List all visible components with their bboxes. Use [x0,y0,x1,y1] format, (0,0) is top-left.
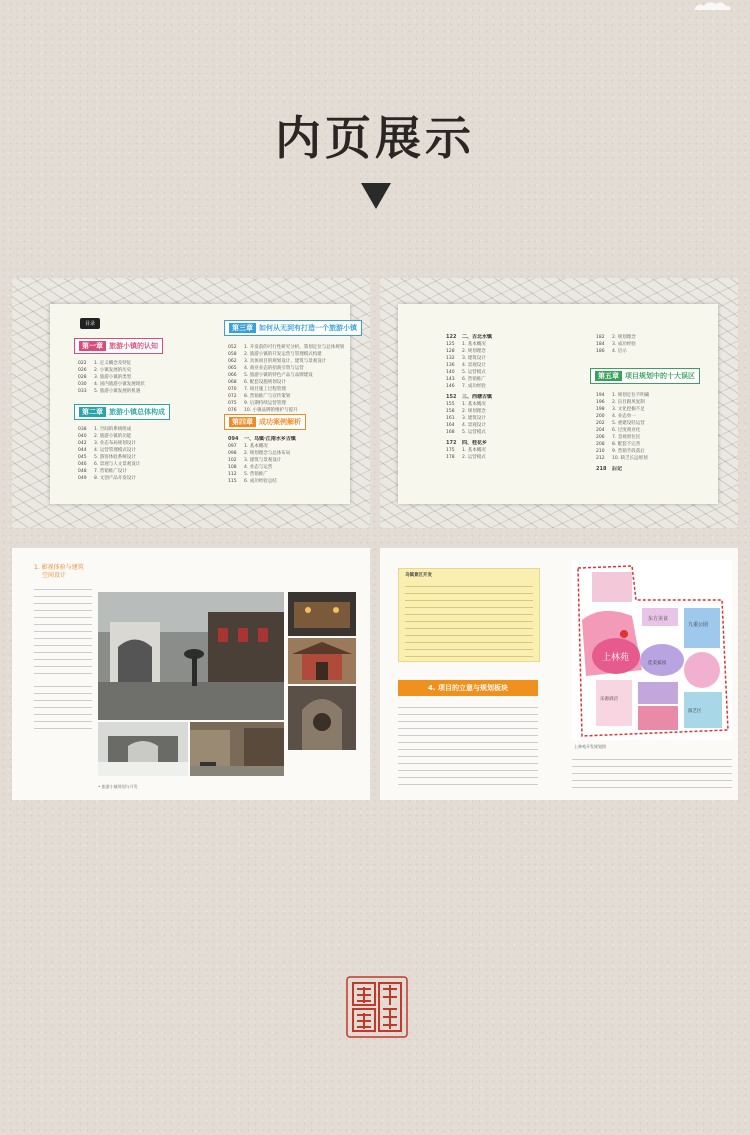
toc-entry-title: 8. 配套不完善 [612,442,641,447]
toc-page-number: 164 [446,423,455,428]
toc-entry-title: 1. 空间的系统组成 [94,427,132,432]
toc-entry-title: 3. 成功经验 [612,342,636,347]
toc-entry [228,478,344,485]
toc-entry [596,413,712,420]
map-label-3: 乐源酒店 [600,697,618,702]
section-label-banner: 4. 项目的立意与规划板块 [398,680,538,696]
chapter-5-title: 项目规划中的十大误区 [625,372,695,380]
toc-entry-title: 1. 基本概况 [462,402,486,407]
toc-page-number: 076 [228,408,237,413]
toc-entry-title: 9. 营销手段落后 [612,449,645,454]
toc-page-number: 182 [596,335,605,340]
toc-page-number: 098 [228,451,237,456]
toc-entry-title: 3. 业态布局规划设计 [94,441,136,446]
map-label-2: 东方美食 [648,616,669,622]
toc-page-number: 194 [596,393,605,398]
section-4-heading: 172 四、桂花乡 [446,440,488,446]
toc-entry [78,447,188,454]
toc-entry [446,429,556,436]
toc-entry-title: 6. 营销推广 [462,377,486,382]
toc-entry [78,475,188,482]
chapter-2-list [78,426,188,482]
toc-entry [78,381,188,388]
toc-tag: 目录 [80,318,100,329]
toc-entry [446,447,556,454]
map-label-4: 九重公园 [688,622,709,628]
toc-page-number: 040 [78,434,87,439]
section-body-text [398,704,538,790]
toc-entry-title: 6. 景观与人文景观设计 [94,462,141,467]
toc-entry [78,440,188,447]
toc-entry [446,422,556,429]
page-footer: • 旅游小镇规划与开发 [98,784,138,789]
toc-page-number: 097 [228,444,237,449]
toc-entry-title: 3. 旅游小镇的类型 [94,375,132,380]
toc-page-number: 028 [78,375,87,380]
sidebar-box-text [405,583,533,657]
toc-page-number: 070 [228,387,237,392]
toc-entry-title: 1. 规划定位不明确 [612,393,650,398]
toc-entry [228,457,344,464]
toc-entry-title: 9. 后期持续运营管理 [244,401,286,406]
toc-page-number: 108 [228,465,237,470]
toc-entry-title: 1. 基本概况 [244,444,268,449]
toc-entry [78,433,188,440]
night-shopfront-photo [288,592,356,636]
toc-entry-title: 5. 营销推广 [244,472,268,477]
toc-page-number: 208 [596,442,605,447]
map-label-5: 佳美家园 [648,661,666,666]
toc-entry-title: 4. 业态与运营 [244,465,273,470]
toc-entry [446,341,556,348]
toc-entry [596,341,712,348]
toc-entry-title: 5. 旅游小镇发展的机遇 [94,389,141,394]
toc-entry [596,399,712,406]
toc-page-number: 196 [596,400,605,405]
toc-entry [228,400,344,407]
toc-page-number: 178 [446,455,455,460]
toc-entry [78,468,188,475]
toc-page-number: 206 [596,435,605,440]
toc-entry-title: 4. 商业业态的招商引资与运营 [244,366,304,371]
toc-page-number: 042 [78,441,87,446]
toc-entry-title: 3. 建筑与景观设计 [244,458,282,463]
toc-entry-title: 2. 盲目跟风复制 [612,400,645,405]
chapter-4-title: 成功案例解析 [259,418,301,426]
down-arrow-icon [361,183,391,209]
toc-page-number: 033 [78,389,87,394]
toc-entry [228,379,344,386]
toc-entry-title: 4. 业态单一 [612,414,636,419]
toc-page-number: 046 [78,462,87,467]
toc-entry [228,464,344,471]
toc-entry [596,334,712,341]
toc-entry-title: 7. 营销推广设计 [94,469,127,474]
map-body-text [572,756,732,792]
toc-entry-title: 4. 景观设计 [462,423,486,428]
toc-entry [78,388,188,395]
section-2-list [446,334,556,461]
toc-entry-title: 10. 小镇品牌的维护与提升 [244,408,298,413]
toc-entry-title: 1. 定义概念及特征 [94,361,132,366]
toc-page-number: 140 [446,370,455,375]
chapter-5-heading [590,368,700,384]
toc-entry [228,443,344,450]
toc-entry-title: 1. 基本概况 [462,342,486,347]
chapter-4-heading [224,414,306,430]
toc-entry [228,407,344,414]
toc-page-number: 143 [446,377,455,382]
chapter-3-title: 如何从无到有打造一个旅游小镇 [259,324,357,332]
toc-entry-title: 2. 规划理念 [462,409,486,414]
toc-entry-title: 7. 忽视原住民 [612,435,641,440]
toc-entry [446,415,556,422]
toc-page-number: 044 [78,448,87,453]
toc-entry [78,461,188,468]
toc-page-number: 075 [228,401,237,406]
map-label-6: 演艺区 [688,709,702,714]
toc-entry-title: 7. 项目施工过程管理 [244,387,286,392]
chapter-2-number: 第二章 [79,407,106,417]
toc-entry-title: 4. 启示 [612,349,627,354]
ornate-doorway-photo [288,686,356,750]
toc-page-number: 065 [228,366,237,371]
toc-entry [596,441,712,448]
toc-entry [78,454,188,461]
chapter-1-list [78,360,188,395]
toc-page-number: 186 [596,349,605,354]
toc-entry-title: 4. 国内旅游小镇发展现状 [94,382,145,387]
chapter-5-number: 第五章 [595,371,622,381]
toc-entry-title: 6. 成功经验总结 [244,479,277,484]
section-heading: 1. 影视体验与建筑 空间设计 [34,564,84,579]
toc-page-number: 038 [78,427,87,432]
toc-entry-title: 1. 开发前的可行性研究分析、策划定位与总体规划 [244,345,344,350]
toc-page-number: 068 [228,380,237,385]
toc-entry [78,367,188,374]
toc-entry-title: 7. 成功经验 [462,384,486,389]
chapter-1-number: 第一章 [79,341,106,351]
map-caption: 上林苑开发规划图 [574,744,606,749]
toc-entry [228,372,344,379]
chapter-3-heading [224,320,362,336]
toc-page-number: 158 [446,409,455,414]
toc-entry [78,426,188,433]
toc-entry [596,427,712,434]
toc-entry-title: 4. 运营管理模式设计 [94,448,136,453]
chapter-3-list [228,344,344,414]
toc-entry [228,351,344,358]
toc-entry [596,455,712,462]
toc-entry-title: 2. 规划理念与总体布局 [244,451,291,456]
toc-entry-title: 10. 缺乏长远规划 [612,456,648,461]
toc-page-number: 022 [78,361,87,366]
rainy-street-photo [98,592,284,720]
planning-spread [380,548,738,800]
temple-gate-photo [288,638,356,684]
toc-entry-title: 8. 文创产品开发设计 [94,476,136,481]
toc-entry-title: 3. 建筑设计 [462,416,486,421]
toc-page-number: 045 [78,455,87,460]
toc-entry [446,355,556,362]
toc-page-number: 168 [446,430,455,435]
toc-entry-title: 8. 营销推广与宣传策划 [244,394,291,399]
chapter-2-title: 旅游小镇总体构成 [109,408,165,416]
toc-entry [446,408,556,415]
map-label-1: 上林苑 [602,653,630,663]
chapter-4-number: 第四章 [229,417,256,427]
toc-page-number: 112 [228,472,237,477]
toc-entry [446,401,556,408]
toc-page-number: 049 [78,476,87,481]
toc-spread-2 [380,278,738,528]
toc-page-number: 128 [446,349,455,354]
toc-entry-title: 5. 运营模式 [462,370,486,375]
toc-page-number: 058 [228,352,237,357]
toc-entry [228,344,344,351]
toc-entry-title: 5. 游客体验系统设计 [94,455,136,460]
zoning-map [572,560,732,740]
toc-page-number: 052 [228,345,237,350]
toc-entry-title: 4. 景观设计 [462,363,486,368]
toc-entry [596,348,712,355]
toc-entry [78,360,188,367]
toc-entry [596,434,712,441]
toc-page-number: 184 [596,342,605,347]
section-2-heading: 122 二、古北水镇 [446,334,493,340]
toc-page-number: 198 [596,407,605,412]
toc-entry-title: 2. 运营模式 [462,455,486,460]
toc-spread-1 [12,278,370,528]
chapter-4-case-heading: 094 一、乌镇·江南水乡古镇 [228,436,296,442]
toc-page-number: 204 [596,428,605,433]
old-street-photo [190,722,284,776]
red-seal-stamp-icon [345,975,409,1039]
toc-page-number: 146 [446,384,455,389]
chapter-5-list [596,392,712,473]
toc-entry [446,376,556,383]
toc-entry-title: 6. 过度商业化 [612,428,641,433]
toc-page-number: 102 [228,458,237,463]
afterword-entry: 218 后记 [596,466,623,472]
toc-page-number: 202 [596,421,605,426]
toc-entry [446,362,556,369]
toc-entry [446,454,556,461]
toc-entry-title: 3. 建筑设计 [462,356,486,361]
toc-entry-title: 2. 规划理念 [462,349,486,354]
toc-page-number: 210 [596,449,605,454]
toc-page-number: 066 [228,373,237,378]
toc-page-number: 026 [78,368,87,373]
photo-spread [12,548,370,800]
body-text-column [34,586,92,756]
chapter-3-number: 第三章 [229,323,256,333]
toc-page-number: 072 [228,394,237,399]
toc-entry [446,383,556,390]
toc-entry-title: 2. 旅游小镇的功能 [94,434,132,439]
toc-entry [228,471,344,478]
toc-page-number: 125 [446,342,455,347]
toc-entry [78,374,188,381]
toc-entry [228,365,344,372]
toc-page-number: 048 [78,469,87,474]
toc-entry [228,450,344,457]
cloud-ornament-icon [692,0,732,12]
toc-entry [228,386,344,393]
chapter-1-heading [74,338,163,354]
sidebar-box [398,568,540,662]
toc-entry [596,406,712,413]
toc-entry [446,348,556,355]
toc-entry-title: 5. 重建设轻运营 [612,421,645,426]
toc-entry-title: 5. 旅游小镇的特色产品与品牌建设 [244,373,313,378]
toc-page-number: 175 [446,448,455,453]
page-title: 内页展示 [275,111,475,165]
toc-entry [446,369,556,376]
toc-entry [596,448,712,455]
chapter-1-title: 旅游小镇的认知 [109,342,158,350]
toc-entry-title: 1. 基本概况 [462,448,486,453]
toc-page-number: 132 [446,356,455,361]
snowy-archway-photo [98,722,188,776]
toc-entry-title: 2. 规划理念 [612,335,636,340]
toc-page-number: 062 [228,359,237,364]
toc-page-number: 030 [78,382,87,387]
toc-page-number: 161 [446,416,455,421]
chapter-4-list [228,436,344,485]
toc-entry [228,358,344,365]
toc-page-number: 136 [446,363,455,368]
toc-page-number: 212 [596,456,605,461]
toc-entry [596,420,712,427]
section-4-continued [596,334,712,355]
chapter-2-heading [74,404,170,420]
toc-entry-title: 3. 具体项目的规划设计、建筑与景观设计 [244,359,327,364]
toc-entry-title: 6. 配套设施规划设计 [244,380,286,385]
toc-page-number: 155 [446,402,455,407]
toc-entry-title: 5. 运营模式 [462,430,486,435]
toc-page-number: 115 [228,479,237,484]
toc-entry-title: 2. 旅游小镇的开发运营与管理模式构建 [244,352,322,357]
sidebar-box-title: 乌镇景区开发 [405,573,432,578]
toc-entry-title: 2. 小镇发展的历史 [94,368,132,373]
toc-entry [596,392,712,399]
toc-entry-title: 3. 文化挖掘不足 [612,407,645,412]
toc-entry [228,393,344,400]
section-3-heading: 152 三、西塘古镇 [446,394,493,400]
toc-page-number: 200 [596,414,605,419]
